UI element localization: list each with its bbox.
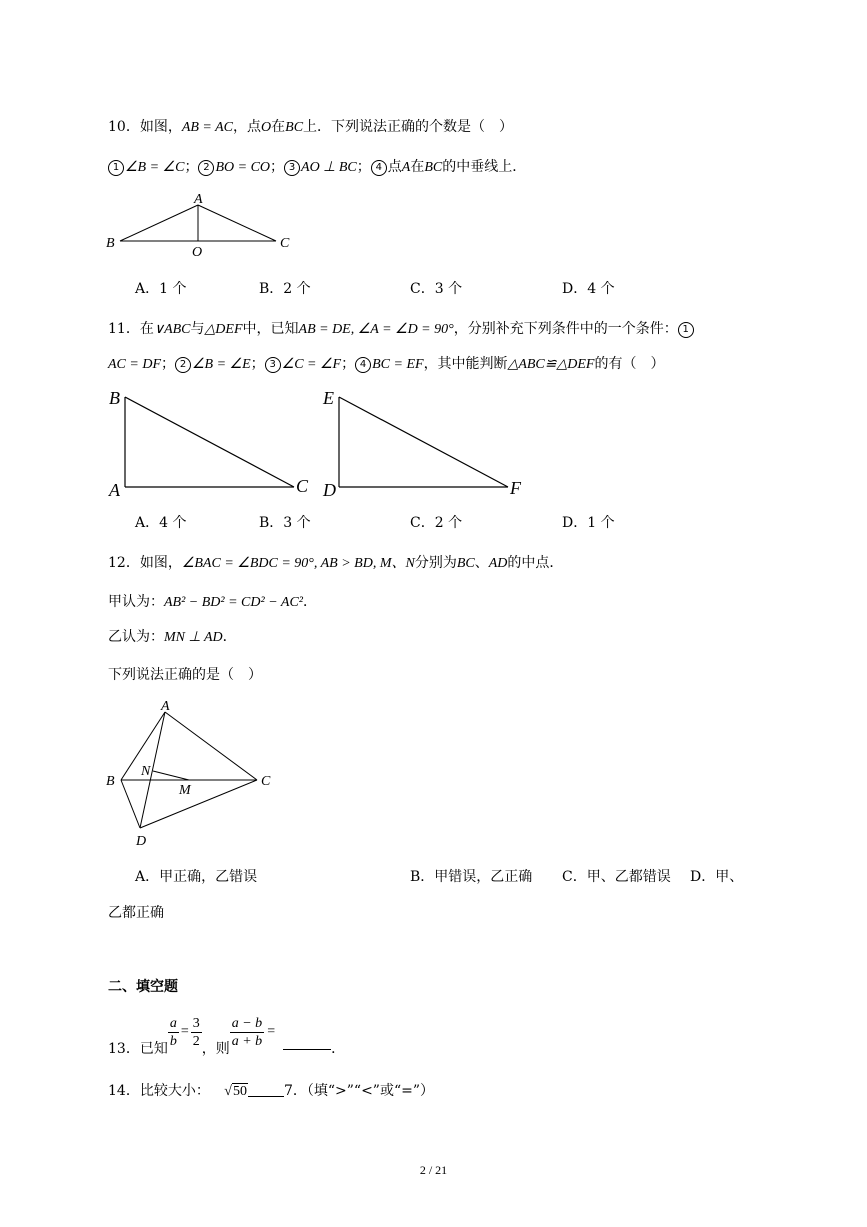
q10-option-a: A．1 个 xyxy=(135,281,187,297)
label-c: C xyxy=(296,476,309,496)
q13-text: 已知 xyxy=(139,1041,168,1057)
q10-text: 上．下列说法正确的个数是（ ） xyxy=(303,119,514,135)
q12-text: ． xyxy=(222,629,237,645)
label-m: M xyxy=(179,783,191,798)
q11-text: 中，已知 xyxy=(242,321,299,337)
q11-text: 在 xyxy=(139,321,154,337)
q10-point-o: O xyxy=(261,120,272,135)
segment-mn xyxy=(153,771,189,780)
q12-segment-bc: BC xyxy=(456,556,475,571)
equals-sign: = xyxy=(267,1024,276,1039)
q14-text: 比较大小： xyxy=(139,1083,210,1099)
q12-option-d-part1: D．甲、 xyxy=(690,869,744,885)
q12-yi-label: 乙认为： xyxy=(108,629,164,645)
segment-ac xyxy=(165,712,257,780)
q10-option-b: B．2 个 xyxy=(259,281,311,297)
section-heading: 二、填空题 xyxy=(108,979,178,995)
q11-congruence: △ABC≌△DEF xyxy=(507,357,595,372)
q10-option-c: C．3 个 xyxy=(410,281,463,297)
q10-lead: 如图， xyxy=(139,119,182,135)
q12-option-a: A．甲正确，乙错误 xyxy=(135,869,258,885)
q10-segment: BC xyxy=(285,120,304,135)
q13-number: 13． xyxy=(108,1041,140,1057)
q11-figure-abc xyxy=(104,386,324,502)
q11-condition: AB = DE, ∠A = ∠D = 90° xyxy=(298,322,454,337)
q13-fraction-expression xyxy=(230,1015,264,1050)
label-b: B xyxy=(106,236,115,251)
fraction-numerator: a − b xyxy=(231,1015,263,1031)
page-number: 2 / 21 xyxy=(419,1163,448,1177)
circled-number: 2 xyxy=(198,160,214,176)
q14-square-root: √50 xyxy=(224,1084,247,1099)
q12-figure xyxy=(100,696,280,852)
q11-number: 11． xyxy=(108,321,140,337)
q10-number: 10． xyxy=(108,119,140,135)
q13-fraction-32 xyxy=(191,1015,202,1050)
label-o: O xyxy=(192,245,203,260)
q12-question: 下列说法正确的是（ ） xyxy=(108,667,262,683)
q12-option-b: B．甲错误，乙正确 xyxy=(410,869,533,885)
segment-bd xyxy=(121,780,140,828)
q12-yi-claim: MN ⊥ AD xyxy=(164,630,223,645)
label-a: A xyxy=(194,192,203,207)
fraction-numerator: a xyxy=(169,1015,177,1031)
q12-stem xyxy=(108,552,563,572)
label-d: D xyxy=(323,480,336,500)
q12-condition: ∠BAC = ∠BDC = 90°, AB > BD, M、N xyxy=(181,556,415,571)
label-d: D xyxy=(136,834,147,849)
segment-ef xyxy=(339,397,508,487)
q11-figure-def xyxy=(318,386,538,502)
q12-text: 的中点． xyxy=(507,555,564,571)
segment-cd xyxy=(140,780,257,828)
q10-statement-4-text: 在 xyxy=(410,159,425,175)
q10-statement-4-text: 的中垂线上． xyxy=(442,159,527,175)
fraction-denominator: b xyxy=(169,1033,177,1049)
q11-option-b: B．3 个 xyxy=(259,515,311,531)
q14-number: 14． xyxy=(108,1083,140,1099)
q10-statements xyxy=(108,156,526,176)
q13-answer-blank xyxy=(283,1049,331,1050)
separator: ； xyxy=(184,159,199,175)
q12-option-c: C．甲、乙都错误 xyxy=(562,869,671,885)
q10-point-a: A xyxy=(401,160,411,175)
label-n: N xyxy=(141,764,151,779)
q11-option-d: D．1 个 xyxy=(562,515,615,531)
q12-text: ． xyxy=(302,594,317,610)
label-b: B xyxy=(106,774,115,789)
circled-number: 1 xyxy=(108,160,124,176)
q12-yi xyxy=(108,626,237,646)
circled-number: 2 xyxy=(175,357,191,373)
equals-sign: = xyxy=(180,1024,189,1039)
separator: ； xyxy=(250,356,265,372)
q12-text: 、 xyxy=(474,555,489,571)
label-b: B xyxy=(109,388,120,408)
separator: ； xyxy=(341,356,356,372)
q12-option-d-part2: 乙都正确 xyxy=(108,905,164,921)
q12-text: 分别为 xyxy=(414,555,457,571)
q10-condition: AB = AC xyxy=(181,120,234,135)
q12-jia-claim: AB² − BD² = CD² − AC² xyxy=(164,595,303,610)
circled-number: 3 xyxy=(284,160,300,176)
q12-jia xyxy=(108,591,317,611)
q11-condition-1: AC = DF xyxy=(108,357,161,372)
q10-statement-4-text: 点 xyxy=(387,159,402,175)
fraction-denominator: 2 xyxy=(192,1033,200,1049)
q11-condition-3: ∠C = ∠F xyxy=(281,357,342,372)
q11-stem-line1 xyxy=(108,318,695,338)
label-e: E xyxy=(323,388,334,408)
q11-stem-line2 xyxy=(108,353,664,373)
q10-segment: BC xyxy=(424,160,443,175)
separator: ； xyxy=(270,159,285,175)
circled-number: 1 xyxy=(678,322,694,338)
segment-bc xyxy=(125,397,294,487)
q10-statement-3: AO ⊥ BC xyxy=(301,160,357,175)
q10-statement-2: BO = CO xyxy=(215,160,271,175)
q12-segment-ad: AD xyxy=(488,556,508,571)
circled-number: 3 xyxy=(265,357,281,373)
segment-ab xyxy=(120,205,198,241)
q11-text: 与 xyxy=(190,321,205,337)
q14-text: 7．（填“>”“<”或“=”） xyxy=(283,1083,435,1099)
label-a: A xyxy=(161,699,170,714)
q13-text: ，则 xyxy=(201,1041,230,1057)
segment-ac xyxy=(198,205,276,241)
q14-answer-blank xyxy=(248,1096,284,1097)
q11-condition-4: BC = EF xyxy=(372,357,424,372)
label-c: C xyxy=(280,236,290,251)
q13-text: ． xyxy=(331,1041,346,1057)
q10-text: 在 xyxy=(271,119,286,135)
q11-triangle-abc: ∨ABC xyxy=(153,322,191,337)
q11-triangle-def: △DEF xyxy=(204,322,243,337)
radicand: 50 xyxy=(232,1084,247,1099)
separator: ； xyxy=(161,356,175,372)
q11-text: ，分别补充下列条件中的一个条件： xyxy=(453,321,678,337)
q13 xyxy=(108,1014,345,1058)
q13-fraction-ab xyxy=(168,1015,179,1050)
q12-jia-label: 甲认为： xyxy=(108,594,164,610)
q11-text: 的有（ ） xyxy=(594,356,665,372)
fraction-numerator: 3 xyxy=(192,1015,200,1031)
q10-text: ，点 xyxy=(233,119,262,135)
q11-option-c: C．2 个 xyxy=(410,515,463,531)
q10-statement-1: ∠B = ∠C xyxy=(125,160,185,175)
q11-option-a: A．4 个 xyxy=(135,515,187,531)
q12-number: 12． xyxy=(108,555,140,571)
q11-condition-2: ∠B = ∠E xyxy=(192,357,251,372)
q11-text: ，其中能判断 xyxy=(423,356,508,372)
label-c: C xyxy=(261,774,271,789)
q12-text: 如图， xyxy=(139,555,182,571)
q10-figure xyxy=(100,188,300,260)
separator: ； xyxy=(356,159,371,175)
q10-option-d: D．4 个 xyxy=(562,281,615,297)
q10-stem xyxy=(108,116,513,136)
label-f: F xyxy=(510,478,521,498)
circled-number: 4 xyxy=(371,160,387,176)
q14 xyxy=(108,1080,434,1100)
circled-number: 4 xyxy=(355,357,371,373)
fraction-denominator: a + b xyxy=(231,1033,263,1049)
label-a: A xyxy=(109,480,120,500)
